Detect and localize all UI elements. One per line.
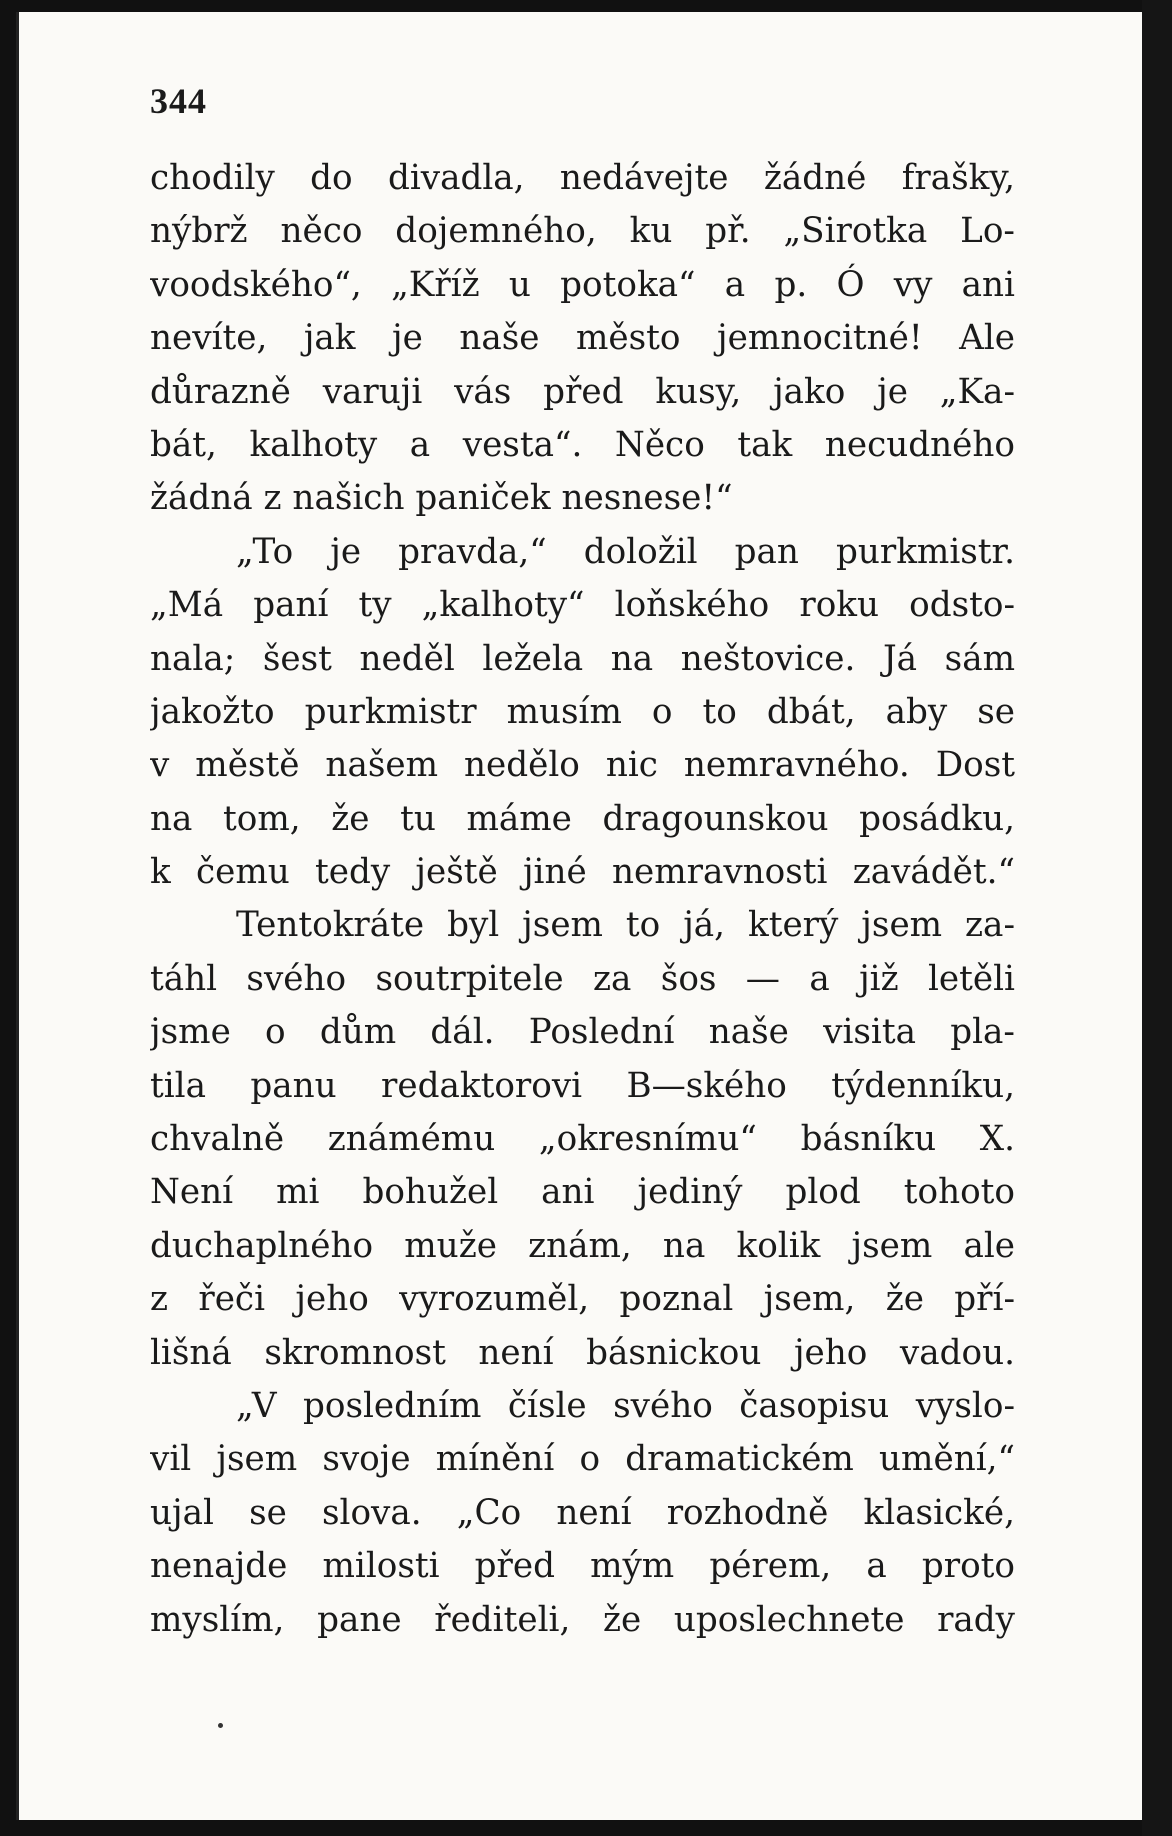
text-line: vil jsem svoje mínění o dramatickém umění,“ bbox=[150, 1439, 1015, 1480]
text-line: Není mi bohužel ani jediný plod tohoto bbox=[150, 1172, 1015, 1213]
text-line: k čemu tedy ještě jiné nemravnosti zavádět.“ bbox=[150, 852, 1015, 893]
text-line: bát, kalhoty a vesta“. Něco tak necudného bbox=[150, 424, 1015, 465]
text-line: táhl svého soutrpitele za šos — a již letěli bbox=[150, 958, 1015, 999]
text-line: „V posledním čísle svého časopisu vyslo- bbox=[236, 1385, 1015, 1426]
body-text bbox=[150, 152, 1015, 1647]
text-line: chvalně známému „okresnímu“ básníku X. bbox=[150, 1119, 1015, 1160]
text-line: důrazně varuji vás před kusy, jako je „Ka- bbox=[150, 371, 1015, 412]
text-line: „To je pravda,“ doložil pan purkmistr. bbox=[236, 531, 1015, 572]
page-edge-shadow bbox=[1142, 0, 1172, 1836]
text-line: Tentokráte byl jsem to já, který jsem za- bbox=[236, 905, 1015, 946]
text-line: myslím, pane řediteli, že uposlechnete rady bbox=[150, 1599, 1015, 1640]
text-line: na tom, že tu máme dragounskou posádku, bbox=[150, 798, 1015, 839]
text-line: nenajde milosti před mým pérem, a proto bbox=[150, 1546, 1015, 1587]
text-line: nýbrž něco dojemného, ku př. „Sirotka Lo- bbox=[150, 211, 1015, 252]
text-line: tila panu redaktorovi B—ského týdenníku, bbox=[150, 1065, 1015, 1106]
text-line: lišná skromnost není básnickou jeho vadou. bbox=[150, 1332, 1015, 1373]
text-line: „Má paní ty „kalhoty“ loňského roku odsto- bbox=[150, 585, 1015, 626]
text-line: nala; šest neděl ležela na neštovice. Já sám bbox=[150, 638, 1015, 679]
text-line: žádná z našich paniček nesnese!“ bbox=[150, 478, 733, 519]
text-line: jsme o dům dál. Poslední naše visita pla- bbox=[150, 1012, 1015, 1053]
text-line: z řeči jeho vyrozuměl, poznal jsem, že pří- bbox=[150, 1279, 1015, 1320]
text-line: chodily do divadla, nedávejte žádné frašky, bbox=[150, 158, 1015, 198]
page-number: 344 bbox=[150, 81, 207, 121]
text-line: jakožto purkmistr musím o to dbát, aby se bbox=[150, 691, 1015, 732]
print-speck bbox=[218, 1723, 223, 1728]
text-line: duchaplného muže znám, na kolik jsem ale bbox=[150, 1225, 1015, 1266]
text-line: v městě našem nedělo nic nemravného. Dost bbox=[150, 745, 1015, 786]
text-line: ujal se slova. „Co není rozhodně klasické, bbox=[150, 1492, 1015, 1533]
text-line: nevíte, jak je naše město jemnocitné! Ale bbox=[150, 318, 1015, 359]
text-line: voodského“, „Kříž u potoka“ a p. Ó vy ani bbox=[150, 264, 1015, 305]
